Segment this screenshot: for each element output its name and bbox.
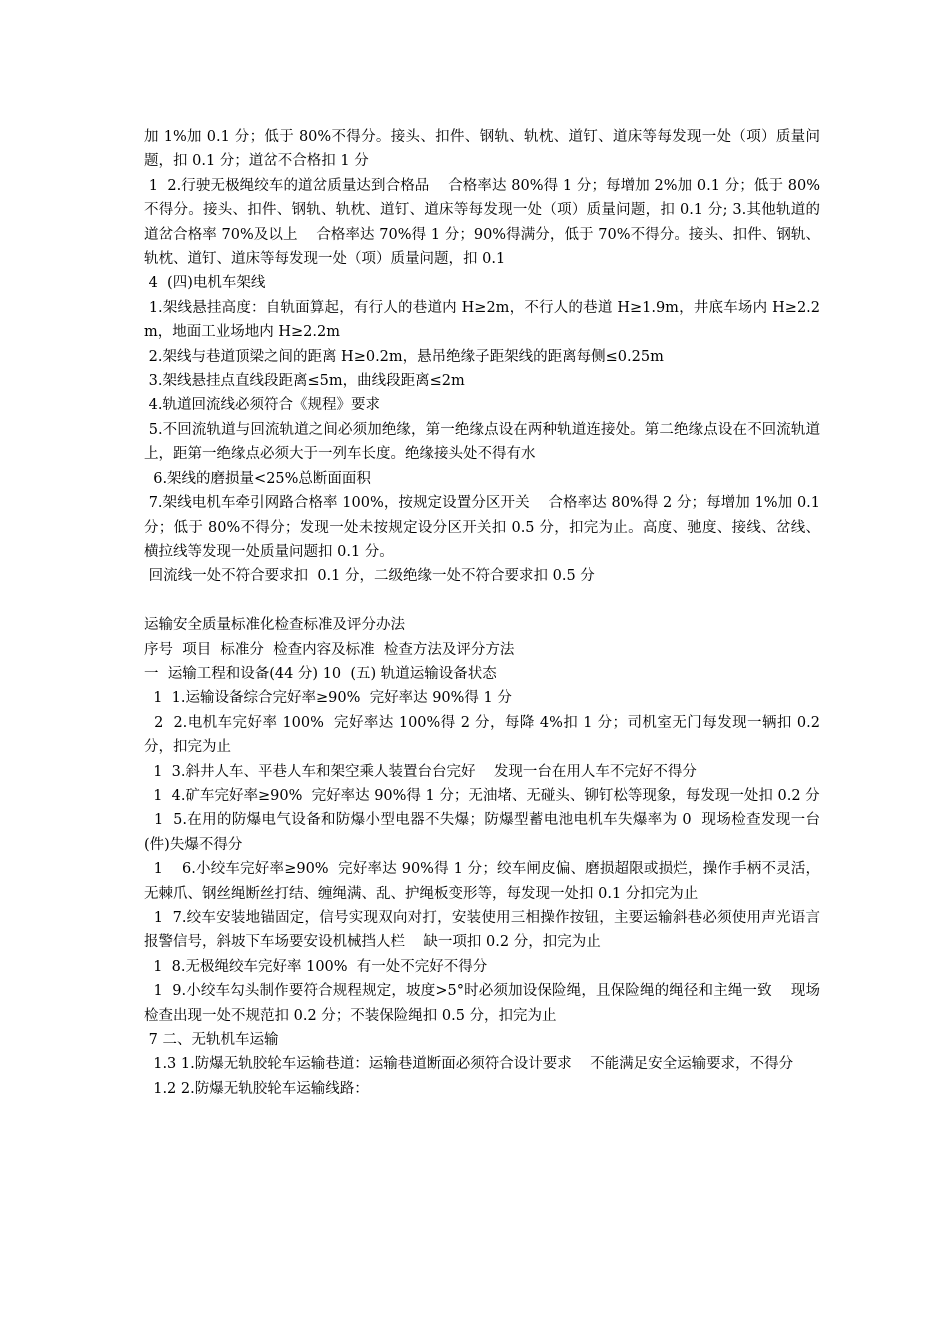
section-heading: 4 (四)电机车架线 [144,275,266,292]
paragraph: 1 9.小绞车勾头制作要符合规程规定，坡度>5°时必须加设保险绳，且保险绳的绳径和主绳一致 现场检查出现一处不规范扣 0.2 分；不装保险绳扣 0.5 分，扣完为止 [144,983,821,1024]
paragraph: 1 1.运输设备综合完好率≥90% 完好率达 90%得 1 分 [144,690,512,707]
paragraph: 2.架线与巷道顶梁之间的距离 H≥0.2m，悬吊绝缘子距架线的距离每侧≤0.25m [144,348,664,365]
paragraph: 加 1%加 0.1 分；低于 80%不得分。接头、扣件、钢轨、轨枕、道钉、道床等每发现一处（项）质量问题，扣 0.1 分；道岔不合格扣 1 分 [144,129,820,170]
section-heading: 7 二、无轨机车运输 [144,1032,279,1049]
paragraph: 1 7.绞车安装地锚固定，信号实现双向对打，安装使用三相操作按钮，主要运输斜巷必须使用声光语言报警信号，斜坡下车场要安设机械挡人栏 缺一项扣 0.2 分，扣完为止 [144,909,820,951]
paragraph: 1 4.矿车完好率≥90% 完好率达 90%得 1 分；无油堵、无碰头、铆钉松等现象，每发现一处扣 0.2 分 [144,787,820,804]
paragraph: 1.2 2.防爆无轨胶轮车运输线路： [144,1080,369,1097]
paragraph: 1 5.在用的防爆电气设备和防爆小型电器不失爆；防爆型蓄电池电机车失爆率为 0 现场检查发现一台(件)失爆不得分 [144,812,821,853]
table-header-line: 序号 项目 标准分 检查内容及标准 检查方法及评分方法 [144,641,515,658]
paragraph: 4.轨道回流线必须符合《规程》要求 [144,397,380,414]
paragraph: 回流线一处不符合要求扣 0.1 分，二级绝缘一处不符合要求扣 0.5 分 [144,568,595,585]
paragraph: 1 3.斜井人车、平巷人车和架空乘人装置台台完好 发现一台在用人车不完好不得分 [144,763,697,780]
document-title: 运输安全质量标准化检查标准及评分办法 [144,617,405,634]
paragraph: 3.架线悬挂点直线段距离≤5m，曲线段距离≤2m [144,373,465,390]
document-body [144,125,825,1101]
paragraph: 6.架线的磨损量<25%总断面面积 [144,470,371,487]
paragraph: 5.不回流轨道与回流轨道之间必须加绝缘，第一绝缘点设在两种轨道连接处。第二绝缘点设在不回流轨道上，距第一绝缘点必须大于一列车长度。绝缘接头处不得有水 [144,421,821,463]
paragraph: 1 2.行驶无极绳绞车的道岔质量达到合格品 合格率达 80%得 1 分；每增加 2%加 0.1 分；低于 80%不得分。接头、扣件、钢轨、轨枕、道钉、道床等每发现一处（项）质量问题，扣 0.1 分; 3.其他轨道的道岔合格率 70%及以上 合格率达 70%得 1 分；90%得满分，低于 70%不得分。接头、扣件、钢轨、轨枕、道钉、道床等每发现一处（项）质量问题，扣 0.1 [144,177,821,268]
paragraph: 7.架线电机车牵引网路合格率 100%，按规定设置分区开关 合格率达 80%得 2 分；每增加 1%加 0.1 分；低于 80%不得分；发现一处未按规定设分区开关扣 0.5 分，扣完为止。高度、驰度、接线、岔线、横拉线等发现一处质量问题扣 0.1 分。 [144,495,825,560]
paragraph: 1.3 1.防爆无轨胶轮车运输巷道：运输巷道断面必须符合设计要求 不能满足安全运输要求，不得分 [144,1056,794,1073]
blank-line [144,589,820,613]
paragraph: 2 2.电机车完好率 100% 完好率达 100%得 2 分，每降 4%扣 1 分；司机室无门每发现一辆扣 0.2 分，扣完为止 [144,714,825,756]
section-heading: 一 运输工程和设备(44 分) 10 (五) 轨道运输设备状态 [144,665,497,682]
paragraph: 1.架线悬挂高度：自轨面算起，有行人的巷道内 H≥2m，不行人的巷道 H≥1.9m，井底车场内 H≥2.2m，地面工业场地内 H≥2.2m [144,299,820,341]
paragraph: 1 8.无极绳绞车完好率 100% 有一处不完好不得分 [144,958,488,975]
paragraph: 1 6.小绞车完好率≥90% 完好率达 90%得 1 分；绞车闸皮偏、磨损超限或损烂，操作手柄不灵活，无棘爪、钢丝绳断丝打结、缠绳满、乱、护绳板变形等，每发现一处扣 0.1 分扣完为止 [144,861,821,902]
